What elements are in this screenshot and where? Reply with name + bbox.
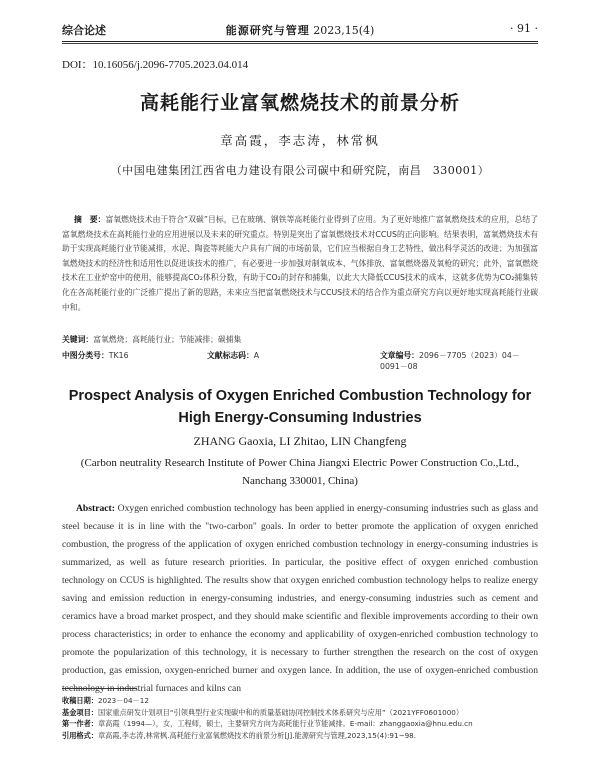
clc-label: 中图分类号： — [62, 351, 109, 360]
chinese-abstract-text: 富氧燃烧技术由于符合“双碳”目标，已在玻璃、钢铁等高耗能行业得到了应用。为了更好地推广富氧燃烧技术的应用，总结了富氧燃烧技术在高耗能行业的应用进展以及未来的研究重点。特别是突出了富氧燃烧技术对CCUS的正向影响。结果表明，富氧燃烧技术有助于实现高耗能行业节能减排，水泥、陶瓷等耗能大户具有广阔的市场前景，它们应当根据自身工艺特性，做出科学灵活的改进；为加强富氧燃烧技术的经济性和适用性以促进该技术的推广，有必要进一步加强对制氧成本、气体排放、富氧燃烧器及氧枪的研究；此外，富氧燃烧技术在工业炉窑中的使用，能够提高CO₂体积分数，有助于CO₂的封存和捕集，以此大大降低CCUS技术的成本，这就多优势为CO₂捕集转化在各高耗能行业的广泛推广提出了新的思路，未来应当把富氧燃烧技术与CCUS技术的结合作为重点研究方向以更好地实现高耗能行业碳中和。 — [62, 215, 539, 312]
classification-row — [62, 350, 538, 371]
english-abstract-label: Abstract: — [76, 503, 115, 514]
english-authors: ZHANG Gaoxia, LI Zhitao, LIN Changfeng — [193, 434, 407, 448]
first-author — [62, 718, 560, 730]
citation-value: 章高霞,李志涛,林常枫.高耗能行业富氧燃烧技术的前景分析[J].能源研究与管理,2023,15(4):91−98. — [97, 730, 417, 740]
english-abstract — [62, 500, 538, 698]
header-rule-top — [62, 41, 538, 42]
fund-project — [62, 707, 560, 719]
footnotes — [62, 695, 560, 741]
citation-format — [62, 730, 560, 742]
keywords-label: 关键词： — [62, 335, 94, 344]
chinese-affiliation: （中国电建集团江西省电力建设有限公司碳中和研究院，南昌 330001） — [110, 164, 490, 177]
received-date — [62, 695, 560, 707]
fund-value: 国家重点研发计划项目“引领典型行业实现碳中和的质量基础协同控制技术体系研究与应用”（2021YFF0601000） — [97, 707, 464, 717]
received-label: 收稿日期： — [62, 696, 98, 705]
chinese-title: 高耗能行业富氧燃烧技术的前景分析 — [139, 92, 460, 114]
first-author-value: 章高霞（1994—），女，工程师，硕士，主要研究方向为高耗能行业节能减排。E-mail：zhanggaoxia@hnu.edu.cn — [97, 719, 473, 728]
chinese-keywords — [62, 334, 538, 345]
english-abstract-text: Oxygen enriched combustion technology has been applied in energy-consuming industries such as glass and steel because it is in line with the "two-carbon" goals. In order to better promote the application of oxygen enriched combustion, the progress of the application of oxygen enriched combustion technology in energy-consuming industries is summarized, as well as future research priorities. In particular, the positive effect of oxygen enriched combustion technology on CCUS is highlighted. The results show that oxygen enriched combustion technology helps to realize energy saving and emission reduction in energy-consuming industries, and energy-consuming industries such as cement and ceramics have a broad market prospect, and they should make scientific and flexible improvements according to their own process characteristics; in order to enhance the economy and applicability of oxygen-enriched combustion technology to promote the popularization of this technology, it is necessary to further strengthen the research on the cost of oxygen production, gas emission, oxygen-enriched burner and oxygen lance. In addition, the use of oxygen-enriched combustion technology in industrial furnaces and kilns can — [62, 503, 538, 694]
header-rule-bottom — [62, 43, 538, 44]
citation-label: 引用格式： — [62, 730, 98, 740]
chinese-authors: 章高霞，李志涛，林常枫 — [220, 133, 380, 148]
first-author-label: 第一作者： — [62, 719, 98, 728]
doi: DOI：10.16056/j.2096-7705.2023.04.014 — [62, 59, 249, 71]
doc-code-value: A — [253, 351, 260, 360]
english-affiliation: (Carbon neutrality Research Institute of Power China Jiangxi Electric Power Construction Co.,Ltd., Nanchang 330001, China) — [80, 457, 520, 487]
chinese-abstract — [62, 213, 538, 315]
page-number: · 91 · — [510, 22, 538, 35]
fund-label: 基金项目： — [62, 707, 98, 717]
chinese-abstract-label: 摘 要： — [74, 215, 106, 224]
article-number-value: 2096－7705（2023）04－0091－08 — [380, 351, 520, 371]
journal-info — [62, 22, 538, 38]
received-value: 2023－04－12 — [97, 696, 149, 705]
journal-name: 能源研究与管理 — [225, 24, 310, 37]
article-number — [380, 350, 538, 372]
section-label: 综合论述 — [62, 24, 106, 37]
clc-value: TK16 — [108, 351, 129, 360]
footnote-rule — [62, 688, 137, 689]
document-code — [207, 350, 259, 361]
clc-number — [62, 350, 129, 361]
english-title: Prospect Analysis of Oxygen Enriched Combustion Technology for High Energy-Consuming Industries — [68, 388, 532, 426]
doc-code-label: 文献标志码： — [207, 351, 254, 360]
journal-issue: 2023,15(4) — [313, 24, 375, 37]
keywords-text: 富氧燃烧；高耗能行业；节能减排；碳捕集 — [93, 335, 242, 344]
article-number-label: 文章编号： — [380, 351, 419, 360]
running-header — [62, 22, 538, 42]
